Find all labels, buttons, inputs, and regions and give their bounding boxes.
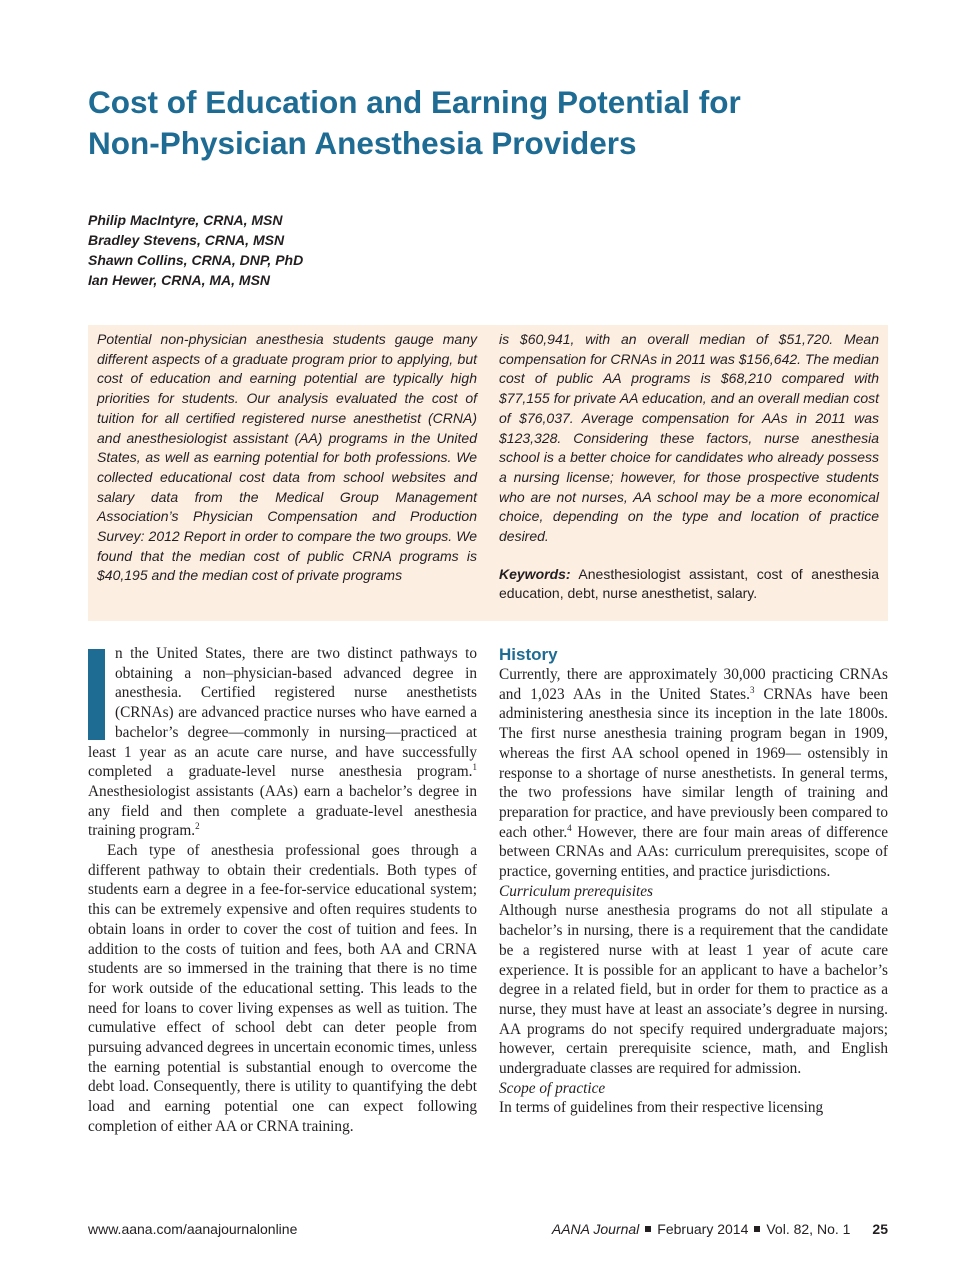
drop-cap-bar bbox=[88, 649, 105, 740]
citation-1: 1 bbox=[472, 762, 477, 773]
journal-info bbox=[552, 1221, 888, 1237]
history-text-3: However, there are four main areas of difference between CRNAs and AAs: curriculum prerequisites, scope of practice, governing entities, and practice jurisdictions. bbox=[499, 823, 888, 881]
abstract-column-left bbox=[97, 330, 477, 586]
journal-name: AANA Journal bbox=[551, 1221, 640, 1237]
bullet-icon bbox=[645, 1226, 651, 1232]
curriculum-paragraph: Although nurse anesthesia programs do not all stipulate a bachelor’s in nursing, there is a requirement that the candidate be a registered nurse with at least 1 year of acute care experience. It is possible for an applicant to have a bachelor’s degree in a related field, but in order for them to practice as a nurse, they must have at least an associate’s degree in nursing. AA programs do not specify required undergraduate majors; however, certain prerequisite science, math, and English undergraduate classes are required for admission. bbox=[499, 902, 888, 1078]
article-title bbox=[88, 82, 888, 164]
history-heading: History bbox=[499, 645, 558, 664]
history-text-1: Currently, there are approximately 30,000 practicing CRNAs and 1,023 AAs in the United States. bbox=[499, 666, 888, 703]
bullet-icon bbox=[754, 1226, 760, 1232]
author-4: Ian Hewer, CRNA, MA, MSN bbox=[88, 272, 271, 288]
history-text-2: CRNAs have been administering anesthesia since its inception in the late 1800s. The first nurse anesthesia training program began in 1909, whereas the first AA school opened in 1969— ostensibly in response to a shortage of nurse anesthetists. In general terms, the two professions have similar length of training and preparation for practice, and have previously been compared to each other. bbox=[499, 685, 888, 841]
body-column-left bbox=[88, 644, 477, 1137]
abstract-text-part-2: is $60,941, with an overall median of $51,720. Mean compensation for CRNAs in 2011 was $156,642. The median cost of public AA programs is $68,210 compared with $77,155 for private AA education, and an overall median cost of $76,037. Average compensation for AAs in 2011 was $123,328. Considering these factors, nurse anesthesia school is a better choice for candidates who already possess a nursing license; however, for those prospective students who are not nurses, AA school may be a more economical choice, depending on the type and location of practice desired. bbox=[499, 331, 879, 545]
author-2: Bradley Stevens, CRNA, MSN bbox=[88, 232, 285, 248]
author-list bbox=[88, 210, 303, 290]
author-3: Shawn Collins, CRNA, DNP, PhD bbox=[88, 252, 304, 268]
citation-3: 3 bbox=[749, 684, 755, 695]
journal-url: www.aana.com/aanajournalonline bbox=[88, 1221, 298, 1237]
abstract-text-part-1: Potential non-physician anesthesia students gauge many different aspects of a graduate program prior to applying, but cost of education and earning potential are typically high priorities for students. Our analysis evaluated the cost of tuition for all certified registered nurse anesthetist (CRNA) and anesthesiologist assistant (AA) programs in the United States, as well as earning potential for both professions. We collected educational cost data from school websites and salary data from the Medical Group Management Association’s Physician Compensation and Production Survey: 2012 Report in order to compare the two groups. We found that the median cost of public CRNA programs is $40,195 and the median cost of private programs bbox=[97, 331, 477, 584]
intro-text-1: n the United States, there are two distinct pathways to obtaining a non–physician-based advanced degree in anesthesia. Certified registered nurse anesthetists (CRNAs) are advanced practice nurses who have earned a bachelor’s degree—commonly in nursing—practiced at least 1 year as an acute care nurse, and have successfully completed a graduate-level nurse anesthesia program. bbox=[88, 645, 477, 781]
citation-2: 2 bbox=[195, 821, 200, 832]
intro-text-2: Anesthesiologist assistants (AAs) earn a bachelor’s degree in any field and then complete a graduate-level anesthesia training program. bbox=[88, 782, 477, 840]
curriculum-subheading: Curriculum prerequisites bbox=[499, 882, 653, 900]
abstract-box bbox=[88, 325, 888, 621]
issue-date: February 2014 bbox=[657, 1221, 749, 1237]
keywords bbox=[499, 565, 879, 604]
keywords-text: Anesthesiologist assistant, cost of anesthesia education, debt, nurse anesthetist, salary. bbox=[499, 565, 879, 602]
scope-subheading: Scope of practice bbox=[499, 1079, 606, 1097]
author-1: Philip MacIntyre, CRNA, MSN bbox=[88, 212, 283, 228]
history-paragraph bbox=[499, 665, 888, 882]
title-line-2: Non-Physician Anesthesia Providers bbox=[88, 125, 637, 161]
keywords-label: Keywords: bbox=[499, 565, 571, 582]
page-footer bbox=[88, 1221, 888, 1241]
volume-number: Vol. 82, No. 1 bbox=[766, 1221, 851, 1237]
title-line-1: Cost of Education and Earning Potential for bbox=[88, 84, 741, 120]
intro-paragraph bbox=[88, 644, 477, 841]
page-number: 25 bbox=[872, 1221, 888, 1237]
abstract-column-right bbox=[499, 330, 879, 604]
body-paragraph-2: Each type of anesthesia professional goes through a different pathway to obtain their credentials. Both types of students earn a degree in a fee-for-service educational system; this can be extremely expensive and often requires students to obtain loans in order to cover the cost of tuition and fees. In addition to the costs of tuition and fees, both AA and CRNA students are so immersed in the training that there is no time for work outside of the educational setting. This leads to the need for loans to cover living expenses as well as tuition. The cumulative effect of school debt can deter people from pursuing advanced degrees in uncertain economic times, unless the earning potential is substantial enough to overcome the debt load. Consequently, there is utility to quantifying the debt load and earning potential one can expect following completion of either AA or CRNA training. bbox=[88, 842, 477, 1135]
scope-paragraph: In terms of guidelines from their respective licensing bbox=[499, 1099, 824, 1117]
body-column-right bbox=[499, 644, 888, 1118]
citation-4: 4 bbox=[567, 822, 572, 833]
